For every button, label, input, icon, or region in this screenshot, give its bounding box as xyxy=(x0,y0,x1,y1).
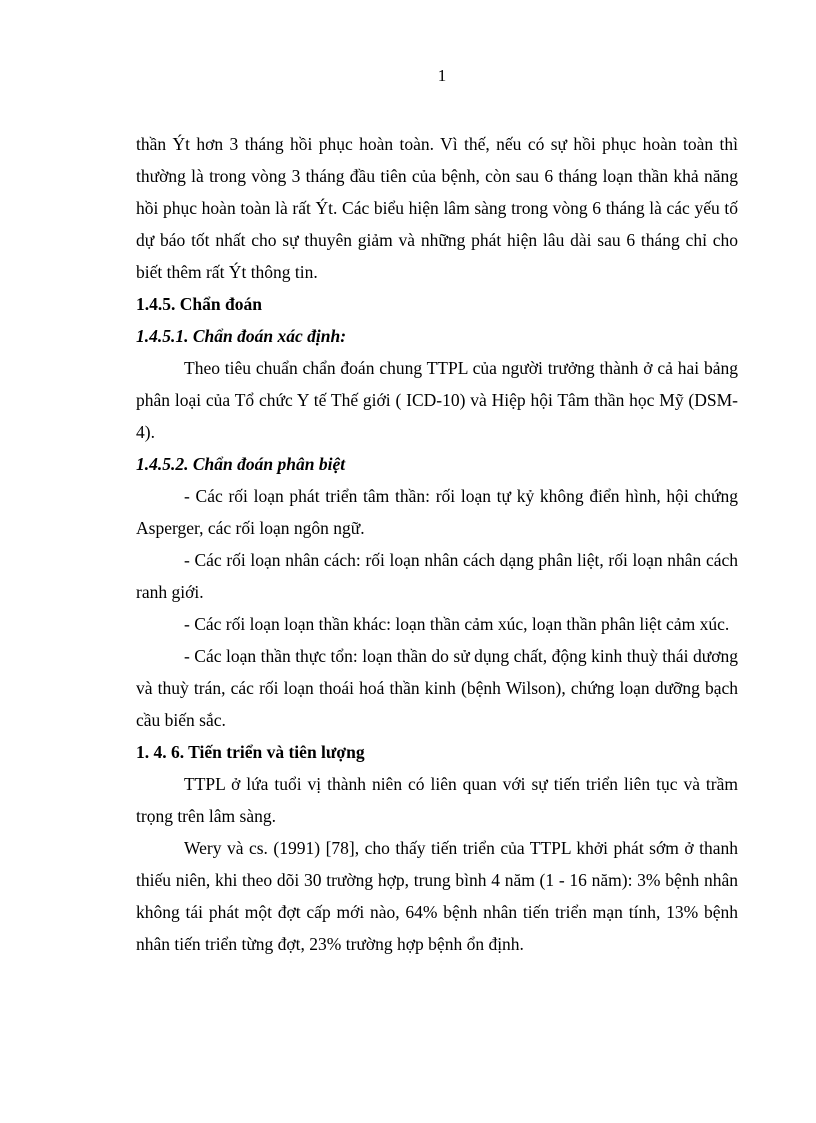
paragraph-adolescent-course: TTPL ở lứa tuổi vị thành niên có liên quan với sự tiến triển liên tục và trầm trọng trên lâm sàng. xyxy=(136,774,738,826)
list-item-other-psychotic-disorders: - Các rối loạn loạn thần khác: loạn thần cảm xúc, loạn thần phân liệt cảm xúc. xyxy=(184,614,730,634)
list-item-organic-psychoses: - Các loạn thần thực tổn: loạn thần do sử dụng chất, động kinh thuỳ thái dương và thuỳ trán, các rối loạn thoái hoá thần kinh (bệnh Wilson), chứng loạn dưỡng bạch cầu biến sắc. xyxy=(136,646,738,730)
heading-diagnosis: 1.4.5. Chẩn đoán xyxy=(136,294,262,314)
paragraph-prognosis-intro: thần Ýt hơn 3 tháng hồi phục hoàn toàn. Vì thế, nếu có sự hồi phục hoàn toàn thì thường là trong vòng 3 tháng đầu tiên của bệnh, còn sau 6 tháng loạn thần khả năng hồi phục hoàn toàn là rất Ýt. Các biểu hiện lâm sàng trong vòng 6 tháng là các yếu tố dự báo tốt nhất cho sự thuyên giảm và những phát hiện lâu dài sau 6 tháng chỉ cho biết thêm rất Ýt thông tin. xyxy=(136,134,738,282)
list-item-personality-disorders: - Các rối loạn nhân cách: rối loạn nhân cách dạng phân liệt, rối loạn nhân cách ranh giới. xyxy=(136,550,738,602)
page-number: 1 xyxy=(437,66,447,85)
heading-progression-prognosis: 1. 4. 6. Tiến triển và tiên lượng xyxy=(136,742,365,762)
paragraph-wery-study: Wery và cs. (1991) [78], cho thấy tiến triển của TTPL khởi phát sớm ở thanh thiếu niên, khi theo dõi 30 trường hợp, trung bình 4 năm (1 - 16 năm): 3% bệnh nhân không tái phát một đợt cấp mới nào, 64% bệnh nhân tiến triển mạn tính, 13% bệnh nhân tiến triển từng đợt, 23% trường hợp bệnh ổn định. xyxy=(136,838,738,954)
document-body xyxy=(136,128,738,960)
subheading-definitive-diagnosis: 1.4.5.1. Chẩn đoán xác định: xyxy=(136,326,347,346)
paragraph-diagnostic-criteria: Theo tiêu chuẩn chẩn đoán chung TTPL của người trưởng thành ở cả hai bảng phân loại của Tổ chức Y tế Thế giới ( ICD-10) và Hiệp hội Tâm thần học Mỹ (DSM-4). xyxy=(136,358,738,442)
list-item-developmental-disorders: - Các rối loạn phát triển tâm thần: rối loạn tự kỷ không điển hình, hội chứng Asperger, các rối loạn ngôn ngữ. xyxy=(136,486,738,538)
subheading-differential-diagnosis: 1.4.5.2. Chẩn đoán phân biệt xyxy=(136,454,346,474)
